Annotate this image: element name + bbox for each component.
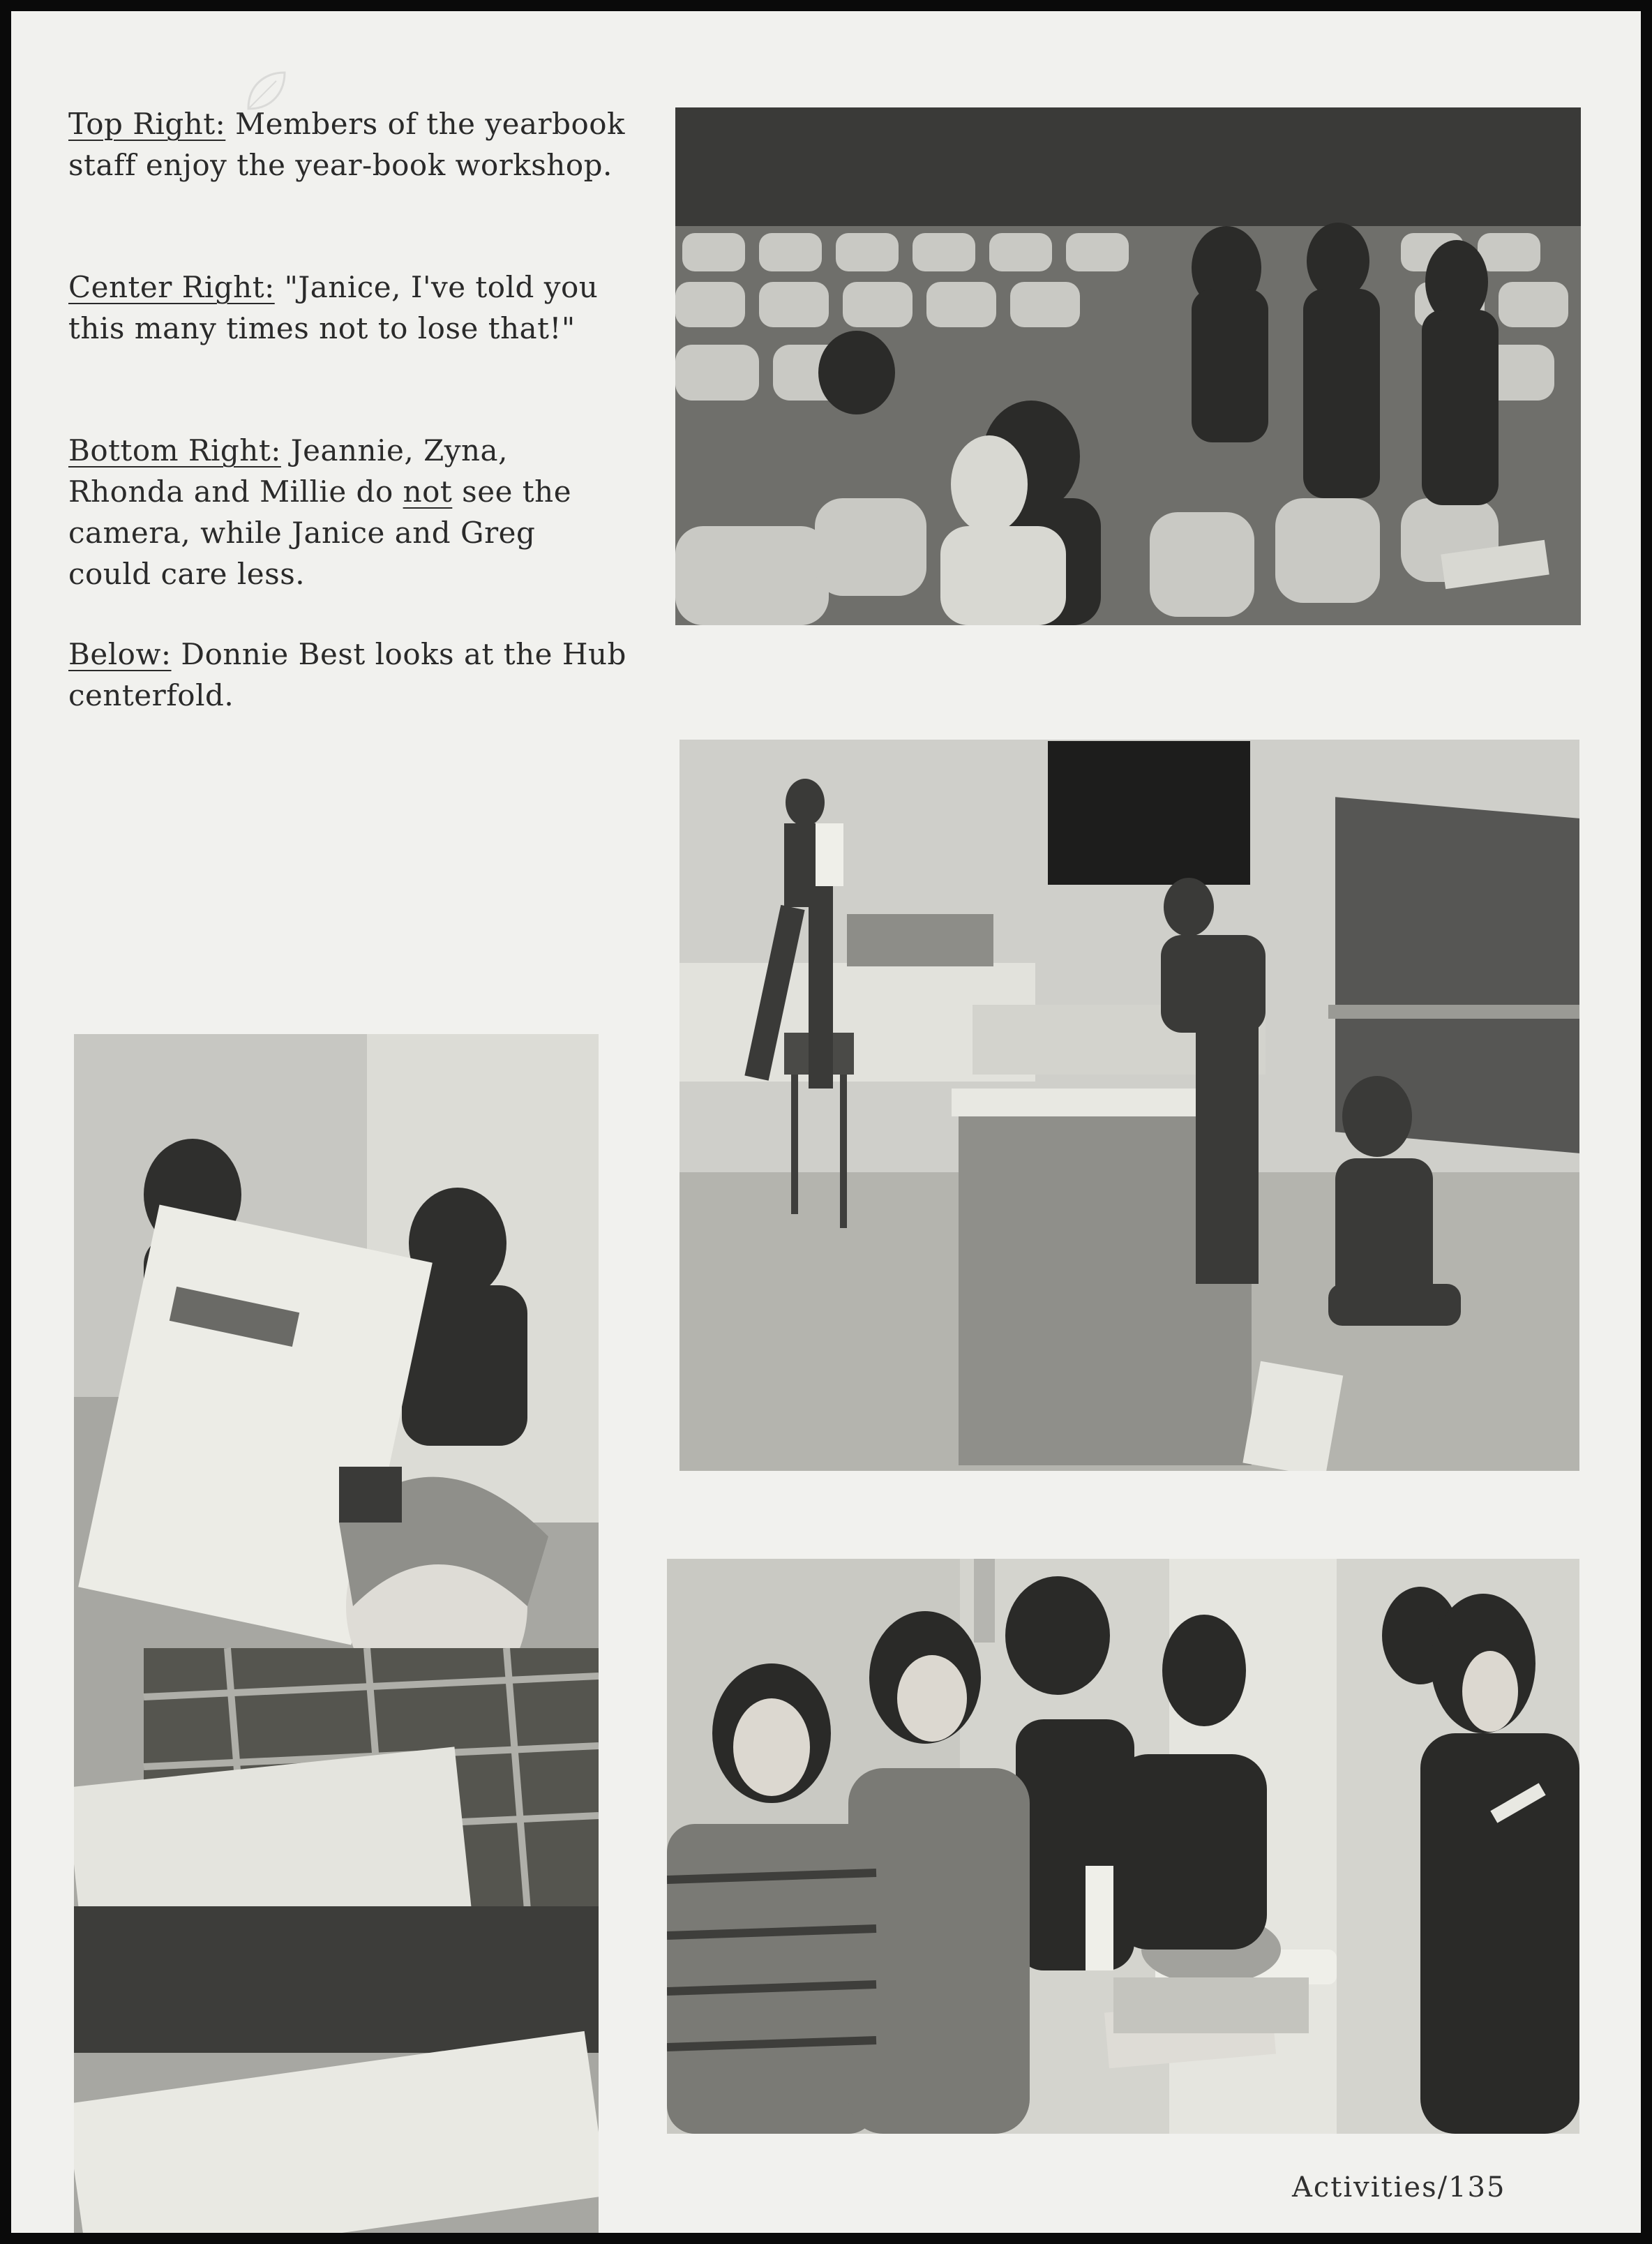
caption-top-right (68, 103, 626, 186)
page-number: Activities/135 (1292, 2171, 1506, 2204)
caption-below-text: Donnie Best looks at the Hub centerfold. (68, 637, 626, 712)
caption-below-label: Below: (68, 637, 172, 671)
group-photo (667, 1559, 1579, 2134)
caption-bottom-right-emphasis: not (403, 474, 453, 509)
caption-bottom-right-text-b: see the camera, while Janice and Greg could care less. (68, 474, 572, 591)
caption-center-right-text: "Janice, I've told you this many times not to lose that!" (68, 270, 599, 345)
photo-below (74, 1034, 599, 2233)
photo-bottom-right (667, 1559, 1579, 2134)
caption-bottom-right (68, 430, 626, 594)
caption-center-right (68, 267, 626, 349)
caption-below (68, 634, 626, 716)
caption-top-right-text: Members of the yearbook staff enjoy the year-book workshop. (68, 107, 625, 182)
classroom-desk-photo (679, 740, 1579, 1471)
caption-center-right-label: Center Right: (68, 270, 275, 304)
caption-top-right-label: Top Right: (68, 107, 226, 141)
photo-center-right (679, 740, 1579, 1471)
yearbook-page (11, 11, 1641, 2233)
reading-photo (74, 1034, 599, 2233)
caption-bottom-right-label: Bottom Right: (68, 433, 281, 468)
auditorium-photo (675, 107, 1581, 625)
photo-top-right (675, 107, 1581, 625)
caption-bottom-right-text-a: Jeannie, Zyna, Rhonda and Millie do (68, 433, 508, 509)
